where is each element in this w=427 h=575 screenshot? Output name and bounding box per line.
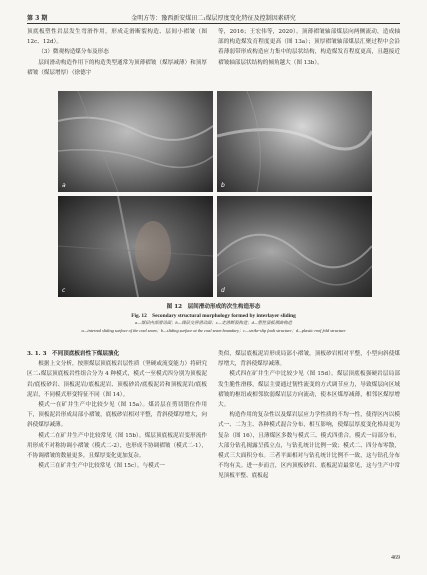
- paragraph: 根据上文分析，按照煤层顶底板岩层性质（坚硬或流变能力）将研究区二₁煤层顶底板岩性组合分为 4 种模式，模式一至模式四分别为顶板泥岩/底板砂岩、顶板泥岩/底板泥岩、顶板砂岩/底板泥岩和顶板泥岩/底板泥岩，不同模式形变特征不同（图 14）。: [27, 361, 207, 398]
- bottom-left-column: [27, 349, 207, 471]
- subsection-heading: （3）微观构造煤分布及形态: [38, 49, 109, 56]
- paragraph: 模式四在矿井生产中比较少见（图 15d）。煤层顶底板强硬岩层局部发生脆性滑移，煤层主要通过韧性流变的方式调节应力，导致煤层向区域褶皱的枢纽或相邻软弱煤岩层方向流动，使本区煤厚减薄，相邻区煤厚增大。: [218, 371, 400, 409]
- photo-panel-b: [217, 91, 372, 192]
- top-right-column: [218, 27, 400, 68]
- top-left-column: [27, 27, 207, 78]
- sliding-surface-texture: [217, 91, 372, 192]
- header-rule: [27, 23, 400, 24]
- figure-subcaption: a—煤层内部滑动面；b—煤层交界滑动面；c—走滑断裂构造；d—塑性顶板褶曲构造: [135, 320, 292, 325]
- sliding-surface-texture: [58, 91, 213, 192]
- page-number: 469: [391, 555, 400, 561]
- issue-number: 第 3 期: [27, 15, 48, 22]
- section-heading: 3. 1. 3 不同顶底板岩性下煤层演化: [27, 351, 120, 357]
- paragraph: 模式三在矿井生产中比较常见（图 15c）。与模式一: [38, 463, 165, 470]
- paragraph: 类似，煤层底板泥岩形成局部小褶皱，顶板砂岩相对平整，小型向斜使煤厚增大，背斜使煤厚减薄。: [218, 351, 400, 368]
- panel-label: b: [221, 182, 225, 189]
- fold-texture: [217, 196, 372, 297]
- photo-panel-d: [217, 196, 372, 297]
- paragraph: 构造作用的复杂性以及煤岩层应力学性质的不均一性，使得区内以模式一、二为主、各种模式混合分布，相互影响，使煤层厚度变化格局更为复杂（图 16），且薄煤区多数与模式三、模式四重合。模式一局部分布，大部分钻孔揭露呈孤立点，与钻孔统计比例一致；模式二、四分布零散，模式三大面积分布。三者平面相对与钻孔统计比例不一致，这与钻孔分布不均有关。进一步而言，区内顶板砂岩、底板泥岩最常见，这与生产中常见顶板平整、底板起: [218, 412, 400, 480]
- paragraph: 模式二在矿井生产中比较常见（图 15b）。煤层顶底板泥岩变形流作用形成不对称协调小褶皱（模式二-2），也形成不协调褶皱（模式二-1），不协调褶皱的数量更多，且煤厚变化更加复杂。: [27, 432, 207, 460]
- photo-panel-c: [58, 196, 213, 297]
- figure-subcaption-en: a—internal sliding surface of the coal seam；b—sliding surface at the coal seam boundary；c—strike-slip fault structure；d—plastic roof fold structure: [81, 328, 346, 333]
- panel-label: c: [62, 287, 66, 294]
- paragraph: 模式一在矿井生产中比较少见（图 15a）。煤岩层在剪切错位作用下，顶板泥岩形成局部小褶皱，底板砂岩相对平整，背斜使煤厚增大，向斜使煤厚减薄。: [27, 402, 207, 429]
- figure-caption-en: Fig. 12 Secondary structural morphology formed by interlayer sliding: [131, 313, 296, 319]
- bottom-right-column: [218, 349, 400, 482]
- photo-panel-a: [58, 91, 213, 192]
- panel-label: d: [221, 287, 225, 294]
- paragraph: 顶底板塑性岩层发生弯滑作用，形成走滑断裂构造、层间小褶皱（图 12c、12d）。: [27, 29, 207, 46]
- panel-label: a: [62, 182, 66, 189]
- figure-12: [58, 91, 372, 299]
- figure-caption-cn: 图 12 层间滑动形成的次生构造形态: [166, 304, 261, 310]
- paragraph: 层间滑动构造作用下的构造类型通常为顶薄褶皱（煤厚减薄）和顶厚褶皱（煤层增厚）（徐德宇: [27, 59, 207, 76]
- paragraph: 等，2016；王宏伟等，2020）。顶薄褶皱轴部煤层向两侧流动，造成轴部的构造煤发育程度更高（图 13a）；顶厚褶皱轴部煤层汇聚过程中会沿着薄弱带形成构造应力集中的层状结构，构造煤发育程度更高，且越接近褶皱轴部层状结构的倾角越大（图 13b）。: [218, 29, 400, 66]
- running-title: 金明方等：豫西新安煤田二₁煤层厚度变化特征及控制因素研究: [131, 15, 296, 22]
- fault-texture: [58, 196, 213, 297]
